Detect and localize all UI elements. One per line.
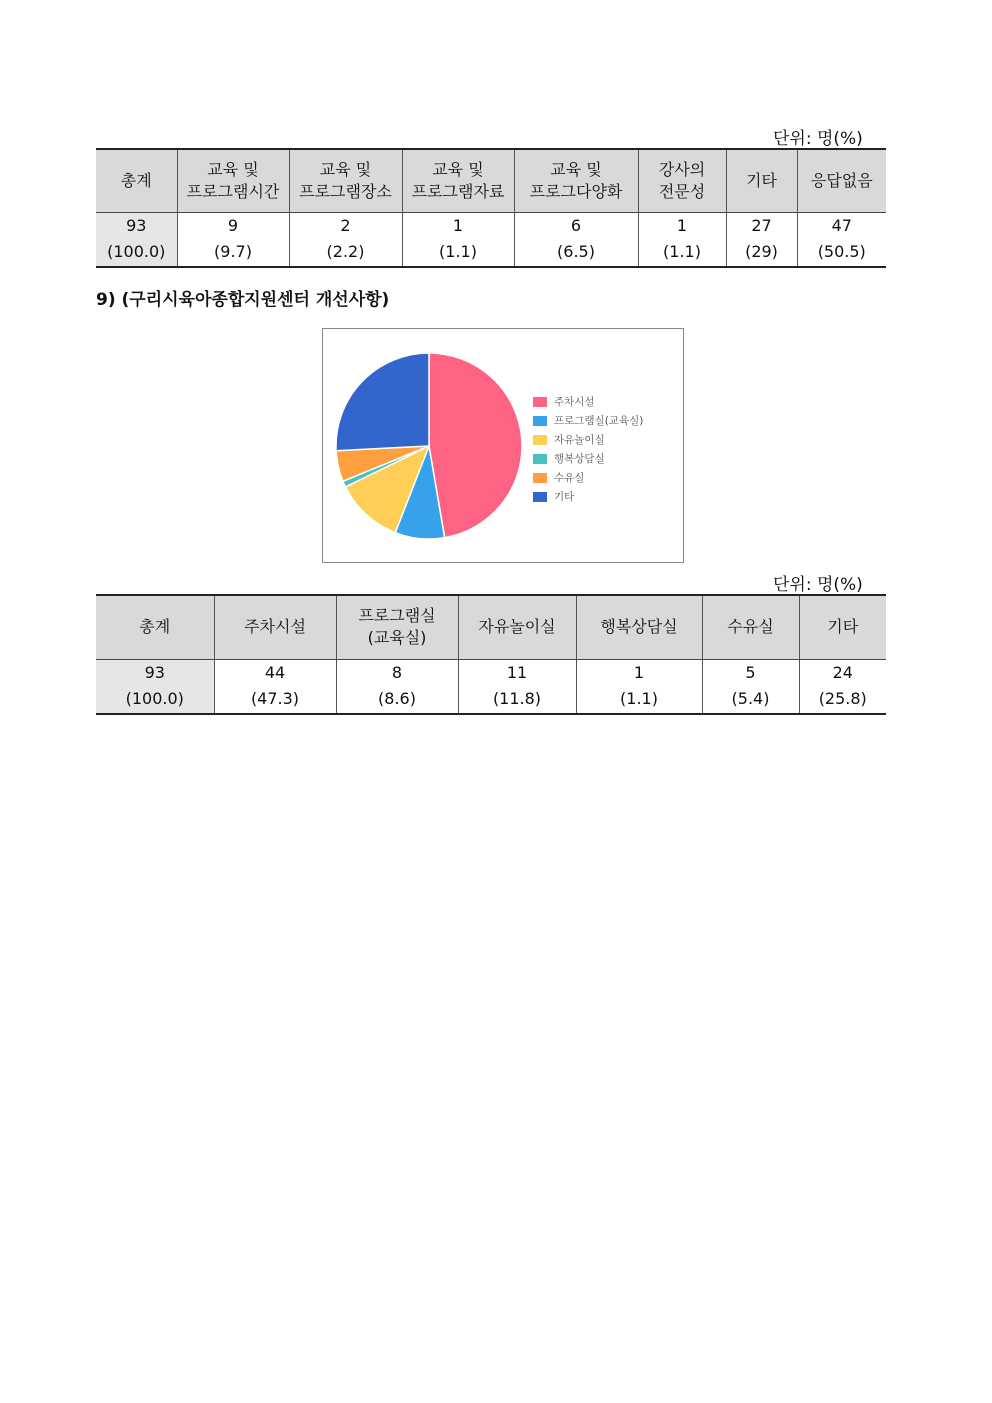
legend-label: 행복상담실 — [554, 453, 605, 465]
table1-header-text: 총계 — [120, 170, 152, 190]
table1-header-text: 전문성 — [658, 181, 706, 201]
table2-count: 24 — [832, 663, 853, 683]
table2 — [96, 594, 886, 715]
table1-data-row — [96, 212, 886, 267]
legend-swatch — [533, 397, 547, 407]
table1-percent: (50.5) — [817, 242, 866, 262]
table2-data-cell — [576, 659, 702, 714]
legend-swatch — [533, 416, 547, 426]
table2-header-text: 주차시설 — [244, 617, 306, 637]
legend-label: 자유놀이실 — [554, 434, 605, 446]
table1-count: 2 — [340, 216, 351, 236]
table1-header-cell — [797, 149, 886, 212]
table1-header-cell — [177, 149, 289, 212]
table2-header-row — [96, 595, 886, 659]
legend-item — [533, 449, 643, 468]
legend-label: 수유실 — [554, 472, 585, 484]
table2-header-text: (교육실) — [367, 628, 427, 648]
table2-data-row — [96, 659, 886, 714]
table1-percent: (6.5) — [557, 242, 595, 262]
table1-header-text: 프로그다양화 — [529, 181, 623, 201]
legend-item — [533, 392, 643, 411]
legend-swatch — [533, 435, 547, 445]
table1-count: 6 — [570, 216, 582, 236]
table1-data-cell — [177, 212, 289, 267]
legend-swatch — [533, 492, 547, 502]
table1-data-cell — [402, 212, 514, 267]
table1-percent: (2.2) — [326, 242, 365, 262]
legend-label: 프로그램실(교육실) — [554, 415, 644, 427]
table2-header-text: 프로그램실 — [358, 606, 436, 626]
table1-header-text: 기타 — [746, 170, 777, 190]
table2-percent: (25.8) — [818, 689, 867, 709]
table1-count: 1 — [452, 216, 464, 236]
legend-item — [533, 411, 643, 430]
table1-header-text: 프로그램시간 — [186, 181, 280, 201]
table1-percent: (100.0) — [107, 242, 166, 262]
table2-count: 11 — [506, 663, 528, 683]
table2-data-cell — [96, 659, 214, 714]
table1-header-text: 응답없음 — [810, 170, 873, 190]
table1-header-cell — [402, 149, 514, 212]
table2-data-cell — [799, 659, 886, 714]
table2-header-text: 기타 — [827, 617, 859, 637]
table1-data-cell — [514, 212, 638, 267]
table2-percent: (100.0) — [125, 689, 184, 709]
table1-data-cell — [726, 212, 797, 267]
table1-data-cell — [797, 212, 886, 267]
table1 — [96, 148, 886, 268]
table1-header-cell — [726, 149, 797, 212]
table2-header-text: 총계 — [139, 617, 171, 637]
legend-item — [533, 487, 643, 506]
section-title: 9) (구리시육아종합지원센터 개선사항) — [96, 290, 390, 310]
table2-header-text: 수유실 — [727, 617, 774, 637]
table1-header-text: 교육 및 — [207, 159, 259, 179]
table1-header-text: 프로그램장소 — [299, 181, 392, 201]
table2-count: 44 — [264, 663, 286, 683]
pie-chart — [322, 328, 684, 563]
table2-percent: (1.1) — [620, 689, 658, 709]
table2-count: 93 — [144, 663, 165, 683]
pie-chart-svg — [323, 329, 523, 562]
table1-header-cell — [289, 149, 402, 212]
table2-count: 8 — [391, 663, 403, 683]
legend-label: 주차시설 — [554, 396, 595, 408]
table2-header-text: 행복상담실 — [600, 617, 678, 637]
table1-header-text: 프로그램자료 — [411, 181, 505, 201]
table1-count: 9 — [227, 216, 239, 236]
legend-item — [533, 430, 643, 449]
table2-header-cell — [336, 595, 458, 659]
table1-header-text: 교육 및 — [550, 159, 602, 179]
table1-header-text: 강사의 — [658, 159, 706, 179]
table1-header-row — [96, 149, 886, 212]
table1-data-cell — [96, 212, 177, 267]
table1-header-cell — [96, 149, 177, 212]
table1-unit-label: 단위: 명(%) — [773, 129, 863, 149]
table1-count: 1 — [676, 216, 688, 236]
table1-data-cell — [289, 212, 402, 267]
table1-data-cell — [638, 212, 726, 267]
table2-percent: (11.8) — [492, 689, 542, 709]
table2-count: 5 — [745, 663, 756, 683]
table1-percent: (9.7) — [214, 242, 252, 262]
table2-data-cell — [214, 659, 336, 714]
table2-header-cell — [576, 595, 702, 659]
table2-data-cell — [702, 659, 799, 714]
table2-header-cell — [799, 595, 886, 659]
pie-slice — [429, 353, 522, 538]
chart-legend — [533, 392, 643, 506]
table1-percent: (1.1) — [439, 242, 477, 262]
table2-header-cell — [702, 595, 799, 659]
table1-percent: (1.1) — [663, 242, 701, 262]
legend-label: 기타 — [554, 491, 575, 503]
table2-unit-label: 단위: 명(%) — [773, 575, 863, 595]
table1-header-text: 교육 및 — [319, 159, 372, 179]
table2-header-cell — [458, 595, 576, 659]
table1-count: 93 — [126, 216, 147, 236]
table1-count: 27 — [751, 216, 772, 236]
table1-header-cell — [514, 149, 638, 212]
table2-data-cell — [336, 659, 458, 714]
legend-swatch — [533, 454, 547, 464]
table1-count: 47 — [831, 216, 852, 236]
table2-percent: (47.3) — [250, 689, 300, 709]
table1-percent: (29) — [745, 242, 778, 262]
table2-header-cell — [96, 595, 214, 659]
table2-percent: (8.6) — [378, 689, 416, 709]
table2-count: 1 — [633, 663, 645, 683]
legend-item — [533, 468, 643, 487]
table1-header-text: 교육 및 — [432, 159, 484, 179]
table1-header-cell — [638, 149, 726, 212]
table2-percent: (5.4) — [731, 689, 770, 709]
table2-data-cell — [458, 659, 576, 714]
pie-slice — [336, 353, 429, 451]
legend-swatch — [533, 473, 547, 483]
table2-header-cell — [214, 595, 336, 659]
table2-header-text: 자유놀이실 — [478, 617, 556, 637]
